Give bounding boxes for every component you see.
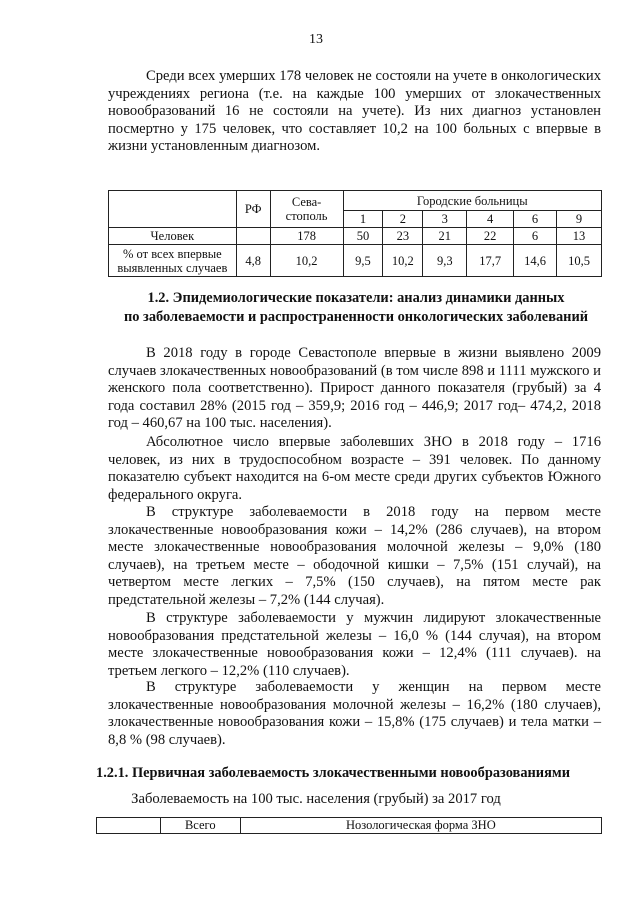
hospital-number: 9: [557, 211, 602, 228]
cell-rf: [236, 228, 270, 245]
hospital-number: 4: [467, 211, 514, 228]
table2-blank-header: [97, 818, 161, 834]
paragraph-incidence-2018: В 2018 году в городе Севастополе впервые в жизни выявлено 2009 случаев злокачественных новообразований (в том числе 898 и 1111 мужского и женского пола соответственно). Прирост данного показателя (грубый) за 4 года составил 28% (2015 год – 359,9; 2016 год – 446,9; 2017 год– 474,2, 2018 год – 460,67 на 100 тыс. населения).: [108, 345, 601, 432]
cell-hospital: 10,2: [383, 245, 423, 277]
table2-col-total: Всего: [160, 818, 240, 834]
cell-hospital: 14,6: [514, 245, 557, 277]
cell-hospital: 9,5: [343, 245, 383, 277]
col-city-hospitals: Городские больницы: [343, 191, 601, 211]
col-rf: РФ: [236, 191, 270, 228]
section-heading-line2: по заболеваемости и распространенности онкологических заболеваний: [123, 309, 589, 325]
cell-hospital: 9,3: [423, 245, 467, 277]
row-label: Человек: [109, 228, 237, 245]
paragraph-structure-men: В структуре заболеваемости у мужчин лидируют злокачественные новообразования предстательной железы – 16,0 % (144 случая), на втором месте злокачественные новообразования кожи – 12,4% (111 случаев). на третьем легкого – 12,2% (110 случаев).: [108, 610, 601, 679]
subsection-heading: 1.2.1. Первичная заболеваемость злокачественными новообразованиями: [96, 765, 570, 781]
section-heading-line1: 1.2. Эпидемиологические показатели: анализ динамики данных: [147, 290, 565, 306]
cell-hospital: 17,7: [467, 245, 514, 277]
paragraph-structure-overall: В структуре заболеваемости в 2018 году на первом месте злокачественные новообразования кожи – 14,2% (286 случаев), на втором месте злокачественные новообразования молочной железы – 9,0% (180 случаев), на третьем месте – ободочной кишки – 7,5% (151 случай), на четвертом месте легких – 7,5% (150 случаев), на пятом месте рак предстательной железы – 7,2% (144 случая).: [108, 504, 601, 608]
paragraph-structure-women: В структуре заболеваемости у женщин на первом месте злокачественные новообразования молочной железы – 16,2% (180 случаев), злокачественные новообразования кожи – 15,8% (175 случаев) и тела матки – 8,8 % (98 случаев).: [108, 679, 601, 748]
page-number: 13: [309, 32, 323, 47]
table-corner-cell: [109, 191, 237, 228]
cell-rf: 4,8: [236, 245, 270, 277]
cell-hospital: 50: [343, 228, 383, 245]
deaths-table: [108, 190, 602, 277]
incidence-table: [96, 817, 602, 834]
intro-paragraph: Среди всех умерших 178 человек не состояли на учете в онкологических учреждениях региона (т.е. на каждые 100 умерших от злокачественных новообразований 16 не состояли на учете). Из них диагноз установлен посмертно у 175 человек, что составляет 10,2 на 100 больных с впервые в жизни установленным диагнозом.: [108, 68, 601, 155]
cell-sevastopol: 10,2: [270, 245, 343, 277]
cell-hospital: 13: [557, 228, 602, 245]
table2-col-nosology: Нозологическая форма ЗНО: [240, 818, 601, 834]
cell-hospital: 23: [383, 228, 423, 245]
col-sevastopol: Сева-стополь: [270, 191, 343, 228]
table2-caption: Заболеваемость на 100 тыс. населения (грубый) за 2017 год: [131, 791, 501, 807]
cell-hospital: 21: [423, 228, 467, 245]
cell-sevastopol: 178: [270, 228, 343, 245]
table-row: [109, 245, 602, 277]
hospital-number: 1: [343, 211, 383, 228]
cell-hospital: 22: [467, 228, 514, 245]
hospital-number: 3: [423, 211, 467, 228]
cell-hospital: 6: [514, 228, 557, 245]
hospital-number: 6: [514, 211, 557, 228]
row-label: % от всех впервые выявленных случаев: [109, 245, 237, 277]
cell-hospital: 10,5: [557, 245, 602, 277]
table-row: [109, 228, 602, 245]
hospital-number: 2: [383, 211, 423, 228]
paragraph-absolute-number: Абсолютное число впервые заболевших ЗНО в 2018 году – 1716 человек, из них в трудоспособном возрасте – 391 человек. По данному показателю субъект находится на 6-ом месте среди других субъектов Южного федерального округа.: [108, 434, 601, 503]
